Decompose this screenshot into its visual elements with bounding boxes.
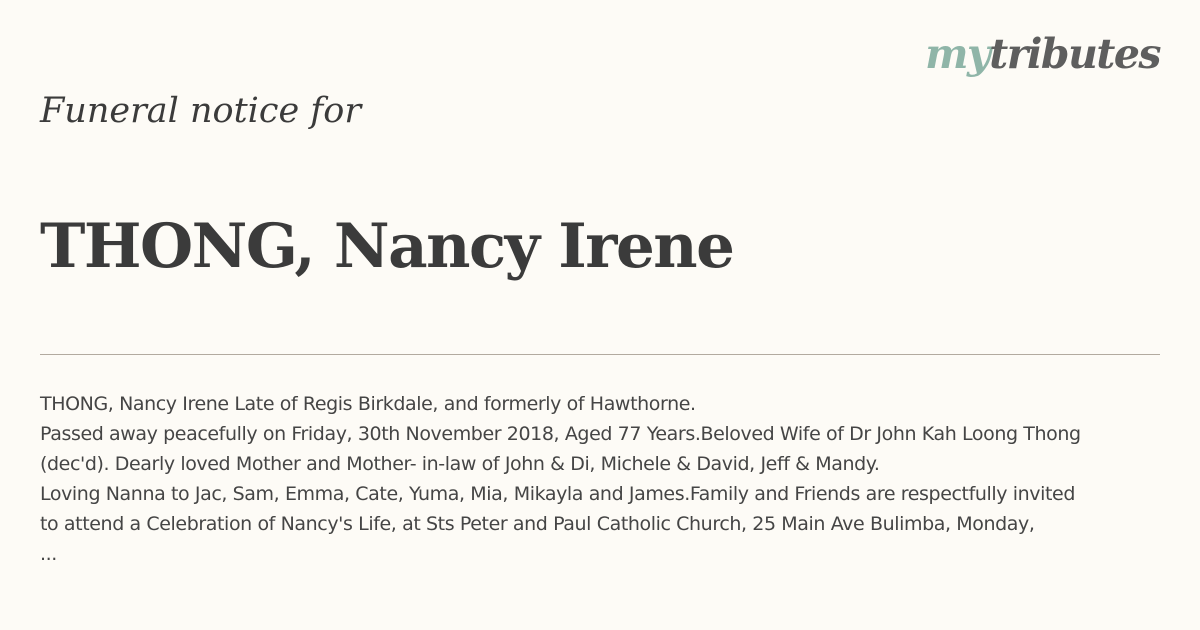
- notice-line-3: (dec'd). Dearly loved Mother and Mother- in-law of John & Di, Michele & David, Jeff & Mandy.: [40, 453, 880, 475]
- notice-text: [40, 389, 1190, 569]
- notice-line-4: Loving Nanna to Jac, Sam, Emma, Cate, Yuma, Mia, Mikayla and James.Family and Friends are respectfully invited: [40, 483, 1076, 505]
- notice-line-2: Passed away peacefully on Friday, 30th November 2018, Aged 77 Years.Beloved Wife of Dr John Kah Loong Thong: [40, 423, 1081, 445]
- divider: [40, 354, 1160, 355]
- deceased-name: THONG, Nancy Irene: [40, 211, 734, 282]
- notice-line-5: to attend a Celebration of Nancy's Life, at Sts Peter and Paul Catholic Church, 25 Main Ave Bulimba, Monday,: [40, 513, 1035, 535]
- notice-line-1: THONG, Nancy Irene Late of Regis Birkdale, and formerly of Hawthorne.: [40, 393, 696, 415]
- logo-my-text: my: [925, 30, 990, 78]
- notice-ellipsis: ...: [40, 543, 57, 565]
- notice-subtitle: Funeral notice for: [40, 91, 362, 131]
- mytributes-logo: [925, 30, 1160, 78]
- logo-tributes-text: tributes: [989, 30, 1160, 78]
